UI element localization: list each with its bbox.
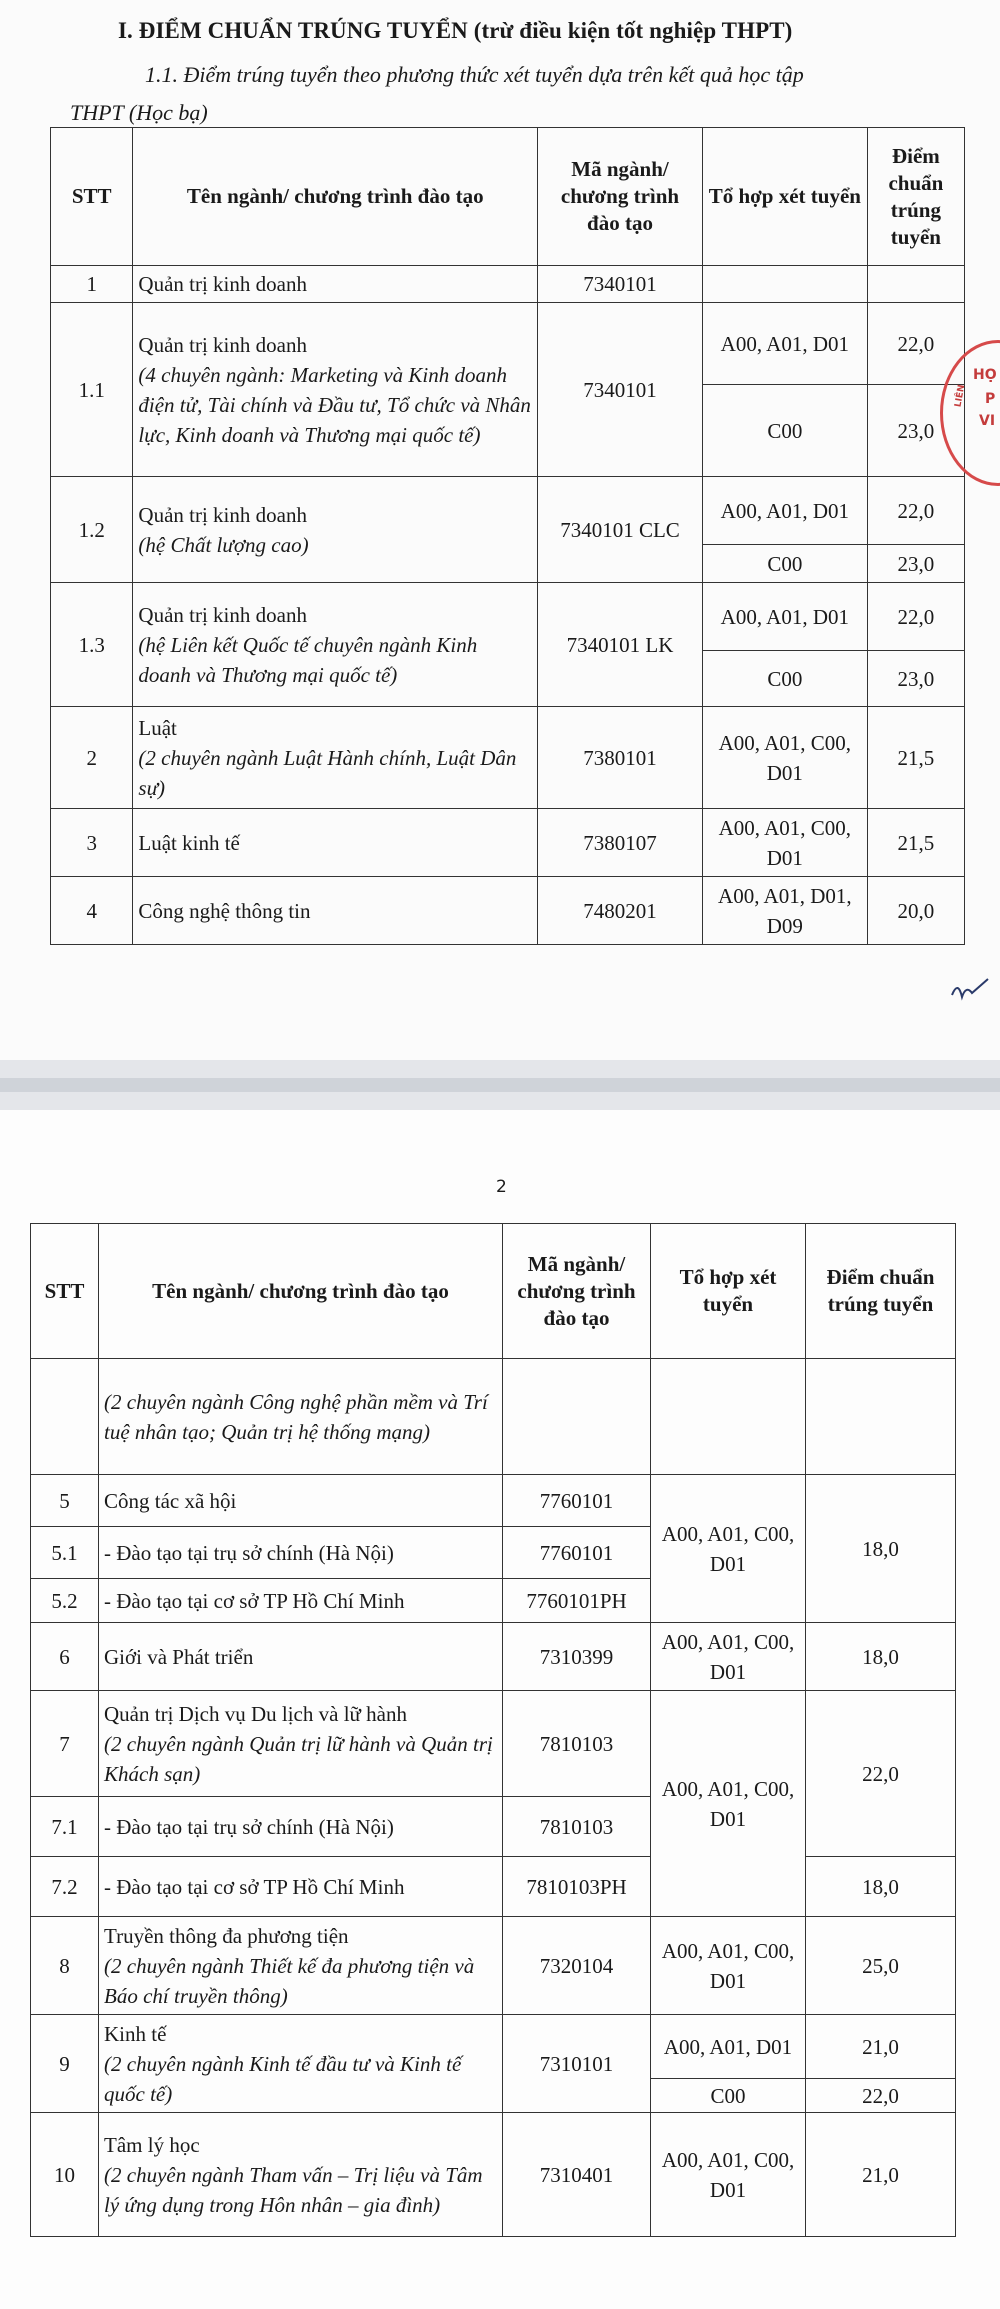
stt-cell: 7.1 (31, 1797, 99, 1857)
code-cell: 7320104 (503, 1917, 651, 2015)
seal-text: P (985, 391, 996, 407)
seal-text: VI (979, 413, 996, 429)
table-row (51, 877, 965, 945)
stt-cell: 4 (51, 877, 133, 945)
combo-cell: C00 (702, 385, 867, 477)
header-stt: STT (31, 1224, 99, 1359)
code-cell: 7760101 (503, 1475, 651, 1527)
score-cell (806, 1359, 956, 1475)
code-cell: 7810103 (503, 1691, 651, 1797)
combo-cell: A00, A01, C00, D01 (651, 1475, 806, 1623)
score-cell: 22,0 (806, 1691, 956, 1857)
table-row (31, 1623, 956, 1691)
header-combo: Tổ hợp xét tuyển (651, 1224, 806, 1359)
code-cell: 7310101 (503, 2015, 651, 2113)
page-separator (0, 1060, 1000, 1110)
code-cell: 7810103 (503, 1797, 651, 1857)
combo-cell: A00, A01, C00, D01 (651, 2113, 806, 2237)
stt-cell: 9 (31, 2015, 99, 2113)
header-stt: STT (51, 128, 133, 266)
combo-cell: A00, A01, D01, D09 (702, 877, 867, 945)
section-title: I. ĐIỂM CHUẨN TRÚNG TUYỂN (trừ điều kiện tốt nghiệp THPT) (118, 18, 793, 43)
page-number: 2 (496, 1177, 507, 1197)
header-combo: Tổ hợp xét tuyển (702, 128, 867, 266)
program-name: Truyền thông đa phương tiện (104, 1923, 349, 1948)
combo-cell: C00 (702, 545, 867, 583)
header-score: Điểm chuẩn trúng tuyển (806, 1224, 956, 1359)
combo-cell: A00, A01, C00, D01 (702, 707, 867, 809)
name-cell (99, 2015, 503, 2113)
combo-cell: A00, A01, D01 (702, 477, 867, 545)
name-cell: - Đào tạo tại trụ sở chính (Hà Nội) (99, 1797, 503, 1857)
name-cell: - Đào tạo tại cơ sở TP Hồ Chí Minh (99, 1579, 503, 1623)
header-code: Mã ngành/ chương trình đào tạo (503, 1224, 651, 1359)
score-cell: 21,5 (867, 809, 964, 877)
score-cell: 21,0 (806, 2113, 956, 2237)
name-cell (99, 1917, 503, 2015)
signature-mark (950, 975, 990, 1005)
score-cell: 18,0 (806, 1857, 956, 1917)
table-header-row (31, 1224, 956, 1359)
program-detail: (2 chuyên ngành Thiết kế đa phương tiện và Báo chí truyền thông) (104, 1953, 475, 2008)
subtitle: 1.1. Điểm trúng tuyển theo phương thức xét tuyển dựa trên kết quả học tập (145, 62, 804, 87)
name-cell: Công nghệ thông tin (133, 877, 538, 945)
score-cell: 20,0 (867, 877, 964, 945)
stt-cell: 1 (51, 266, 133, 303)
header-score: Điểm chuẩn trúng tuyển (867, 128, 964, 266)
program-detail: (2 chuyên ngành Tham vấn – Trị liệu và Tâm lý ứng dụng trong Hôn nhân – gia đình) (104, 2162, 483, 2217)
combo-cell: A00, A01, C00, D01 (702, 809, 867, 877)
code-cell: 7380107 (538, 809, 703, 877)
code-cell: 7340101 (538, 303, 703, 477)
table-row (31, 1359, 956, 1475)
score-cell: 22,0 (867, 303, 964, 385)
name-cell: Công tác xã hội (99, 1475, 503, 1527)
combo-cell: A00, A01, D01 (702, 583, 867, 651)
table-row (51, 266, 965, 303)
table-row (31, 2015, 956, 2079)
program-name: Luật (138, 715, 177, 740)
score-cell: 22,0 (867, 477, 964, 545)
admission-table-page-1 (50, 127, 968, 945)
program-detail: (hệ Liên kết Quốc tế chuyên ngành Kinh doanh và Thương mại quốc tế) (138, 632, 478, 687)
name-cell: - Đào tạo tại trụ sở chính (Hà Nội) (99, 1527, 503, 1579)
table-header-row (51, 128, 965, 266)
program-name: Quản trị kinh doanh (138, 502, 307, 527)
combo-cell: A00, A01, C00, D01 (651, 1917, 806, 2015)
name-cell: Giới và Phát triển (99, 1623, 503, 1691)
program-name: Quản trị Dịch vụ Du lịch và lữ hành (104, 1701, 407, 1726)
table-row (31, 1691, 956, 1797)
score-cell: 18,0 (806, 1623, 956, 1691)
name-cell (133, 707, 538, 809)
combo-cell: C00 (651, 2079, 806, 2113)
name-cell: (2 chuyên ngành Công nghệ phần mềm và Trí tuệ nhân tạo; Quản trị hệ thống mạng) (99, 1359, 503, 1475)
header-name: Tên ngành/ chương trình đào tạo (99, 1224, 503, 1359)
stt-cell: 8 (31, 1917, 99, 2015)
name-cell: Luật kinh tế (133, 809, 538, 877)
program-name: Tâm lý học (104, 2132, 200, 2157)
code-cell: 7380101 (538, 707, 703, 809)
combo-cell: A00, A01, D01 (651, 2015, 806, 2079)
combo-cell: A00, A01, D01 (702, 303, 867, 385)
name-cell: Quản trị kinh doanh (133, 266, 538, 303)
seal-text: HỌ (973, 367, 997, 383)
code-cell: 7340101 LK (538, 583, 703, 707)
score-cell (867, 266, 964, 303)
stt-cell: 10 (31, 2113, 99, 2237)
name-cell: - Đào tạo tại cơ sở TP Hồ Chí Minh (99, 1857, 503, 1917)
combo-cell: A00, A01, C00, D01 (651, 1691, 806, 1917)
table-row (31, 2113, 956, 2237)
code-cell: 7760101PH (503, 1579, 651, 1623)
score-cell: 21,0 (806, 2015, 956, 2079)
program-detail: (hệ Chất lượng cao) (138, 532, 309, 557)
header-code: Mã ngành/ chương trình đào tạo (538, 128, 703, 266)
stt-cell (31, 1359, 99, 1475)
combo-cell (702, 266, 867, 303)
code-cell (503, 1359, 651, 1475)
table-row (31, 1857, 956, 1917)
seal-text: LIÊN (953, 383, 968, 409)
program-detail: (2 chuyên ngành Quản trị lữ hành và Quản trị Khách sạn) (104, 1731, 493, 1786)
score-cell: 18,0 (806, 1475, 956, 1623)
program-detail: (2 chuyên ngành Luật Hành chính, Luật Dân sự) (138, 745, 517, 800)
code-cell: 7480201 (538, 877, 703, 945)
code-cell: 7310401 (503, 2113, 651, 2237)
table-row (51, 303, 965, 385)
table-row (51, 477, 965, 545)
name-cell (133, 477, 538, 583)
code-cell: 7310399 (503, 1623, 651, 1691)
name-cell (99, 2113, 503, 2237)
stt-cell: 3 (51, 809, 133, 877)
program-detail: (4 chuyên ngành: Marketing và Kinh doanh điện tử, Tài chính và Đầu tư, Tổ chức và Nhân lực, Kinh doanh và Thương mại quốc tế) (138, 362, 531, 447)
code-cell: 7760101 (503, 1527, 651, 1579)
stt-cell: 6 (31, 1623, 99, 1691)
score-cell: 21,5 (867, 707, 964, 809)
subtitle-continued: THPT (Học bạ) (70, 100, 208, 125)
table-row (31, 1917, 956, 2015)
program-detail: (2 chuyên ngành Kinh tế đầu tư và Kinh tế quốc tế) (104, 2051, 462, 2106)
stt-cell: 5 (31, 1475, 99, 1527)
name-cell (133, 583, 538, 707)
combo-cell: A00, A01, C00, D01 (651, 1623, 806, 1691)
score-cell: 23,0 (867, 545, 964, 583)
score-cell: 25,0 (806, 1917, 956, 2015)
stt-cell: 5.1 (31, 1527, 99, 1579)
header-name: Tên ngành/ chương trình đào tạo (133, 128, 538, 266)
name-cell (133, 303, 538, 477)
combo-cell: C00 (702, 651, 867, 707)
program-name: Quản trị kinh doanh (138, 602, 307, 627)
stt-cell: 7.2 (31, 1857, 99, 1917)
score-cell: 22,0 (806, 2079, 956, 2113)
stt-cell: 7 (31, 1691, 99, 1797)
stt-cell: 5.2 (31, 1579, 99, 1623)
score-cell: 23,0 (867, 385, 964, 477)
stt-cell: 1.2 (51, 477, 133, 583)
combo-cell (651, 1359, 806, 1475)
score-cell: 23,0 (867, 651, 964, 707)
stt-cell: 1.3 (51, 583, 133, 707)
table-row (31, 1475, 956, 1527)
table-row (51, 707, 965, 809)
table-row (51, 583, 965, 651)
stt-cell: 1.1 (51, 303, 133, 477)
table-row (51, 809, 965, 877)
code-cell: 7340101 (538, 266, 703, 303)
page-1 (0, 0, 1000, 1060)
code-cell: 7810103PH (503, 1857, 651, 1917)
stt-cell: 2 (51, 707, 133, 809)
score-cell: 22,0 (867, 583, 964, 651)
admission-table-page-2 (30, 1223, 956, 2237)
program-name: Quản trị kinh doanh (138, 332, 307, 357)
code-cell: 7340101 CLC (538, 477, 703, 583)
program-name: Kinh tế (104, 2021, 167, 2046)
name-cell (99, 1691, 503, 1797)
